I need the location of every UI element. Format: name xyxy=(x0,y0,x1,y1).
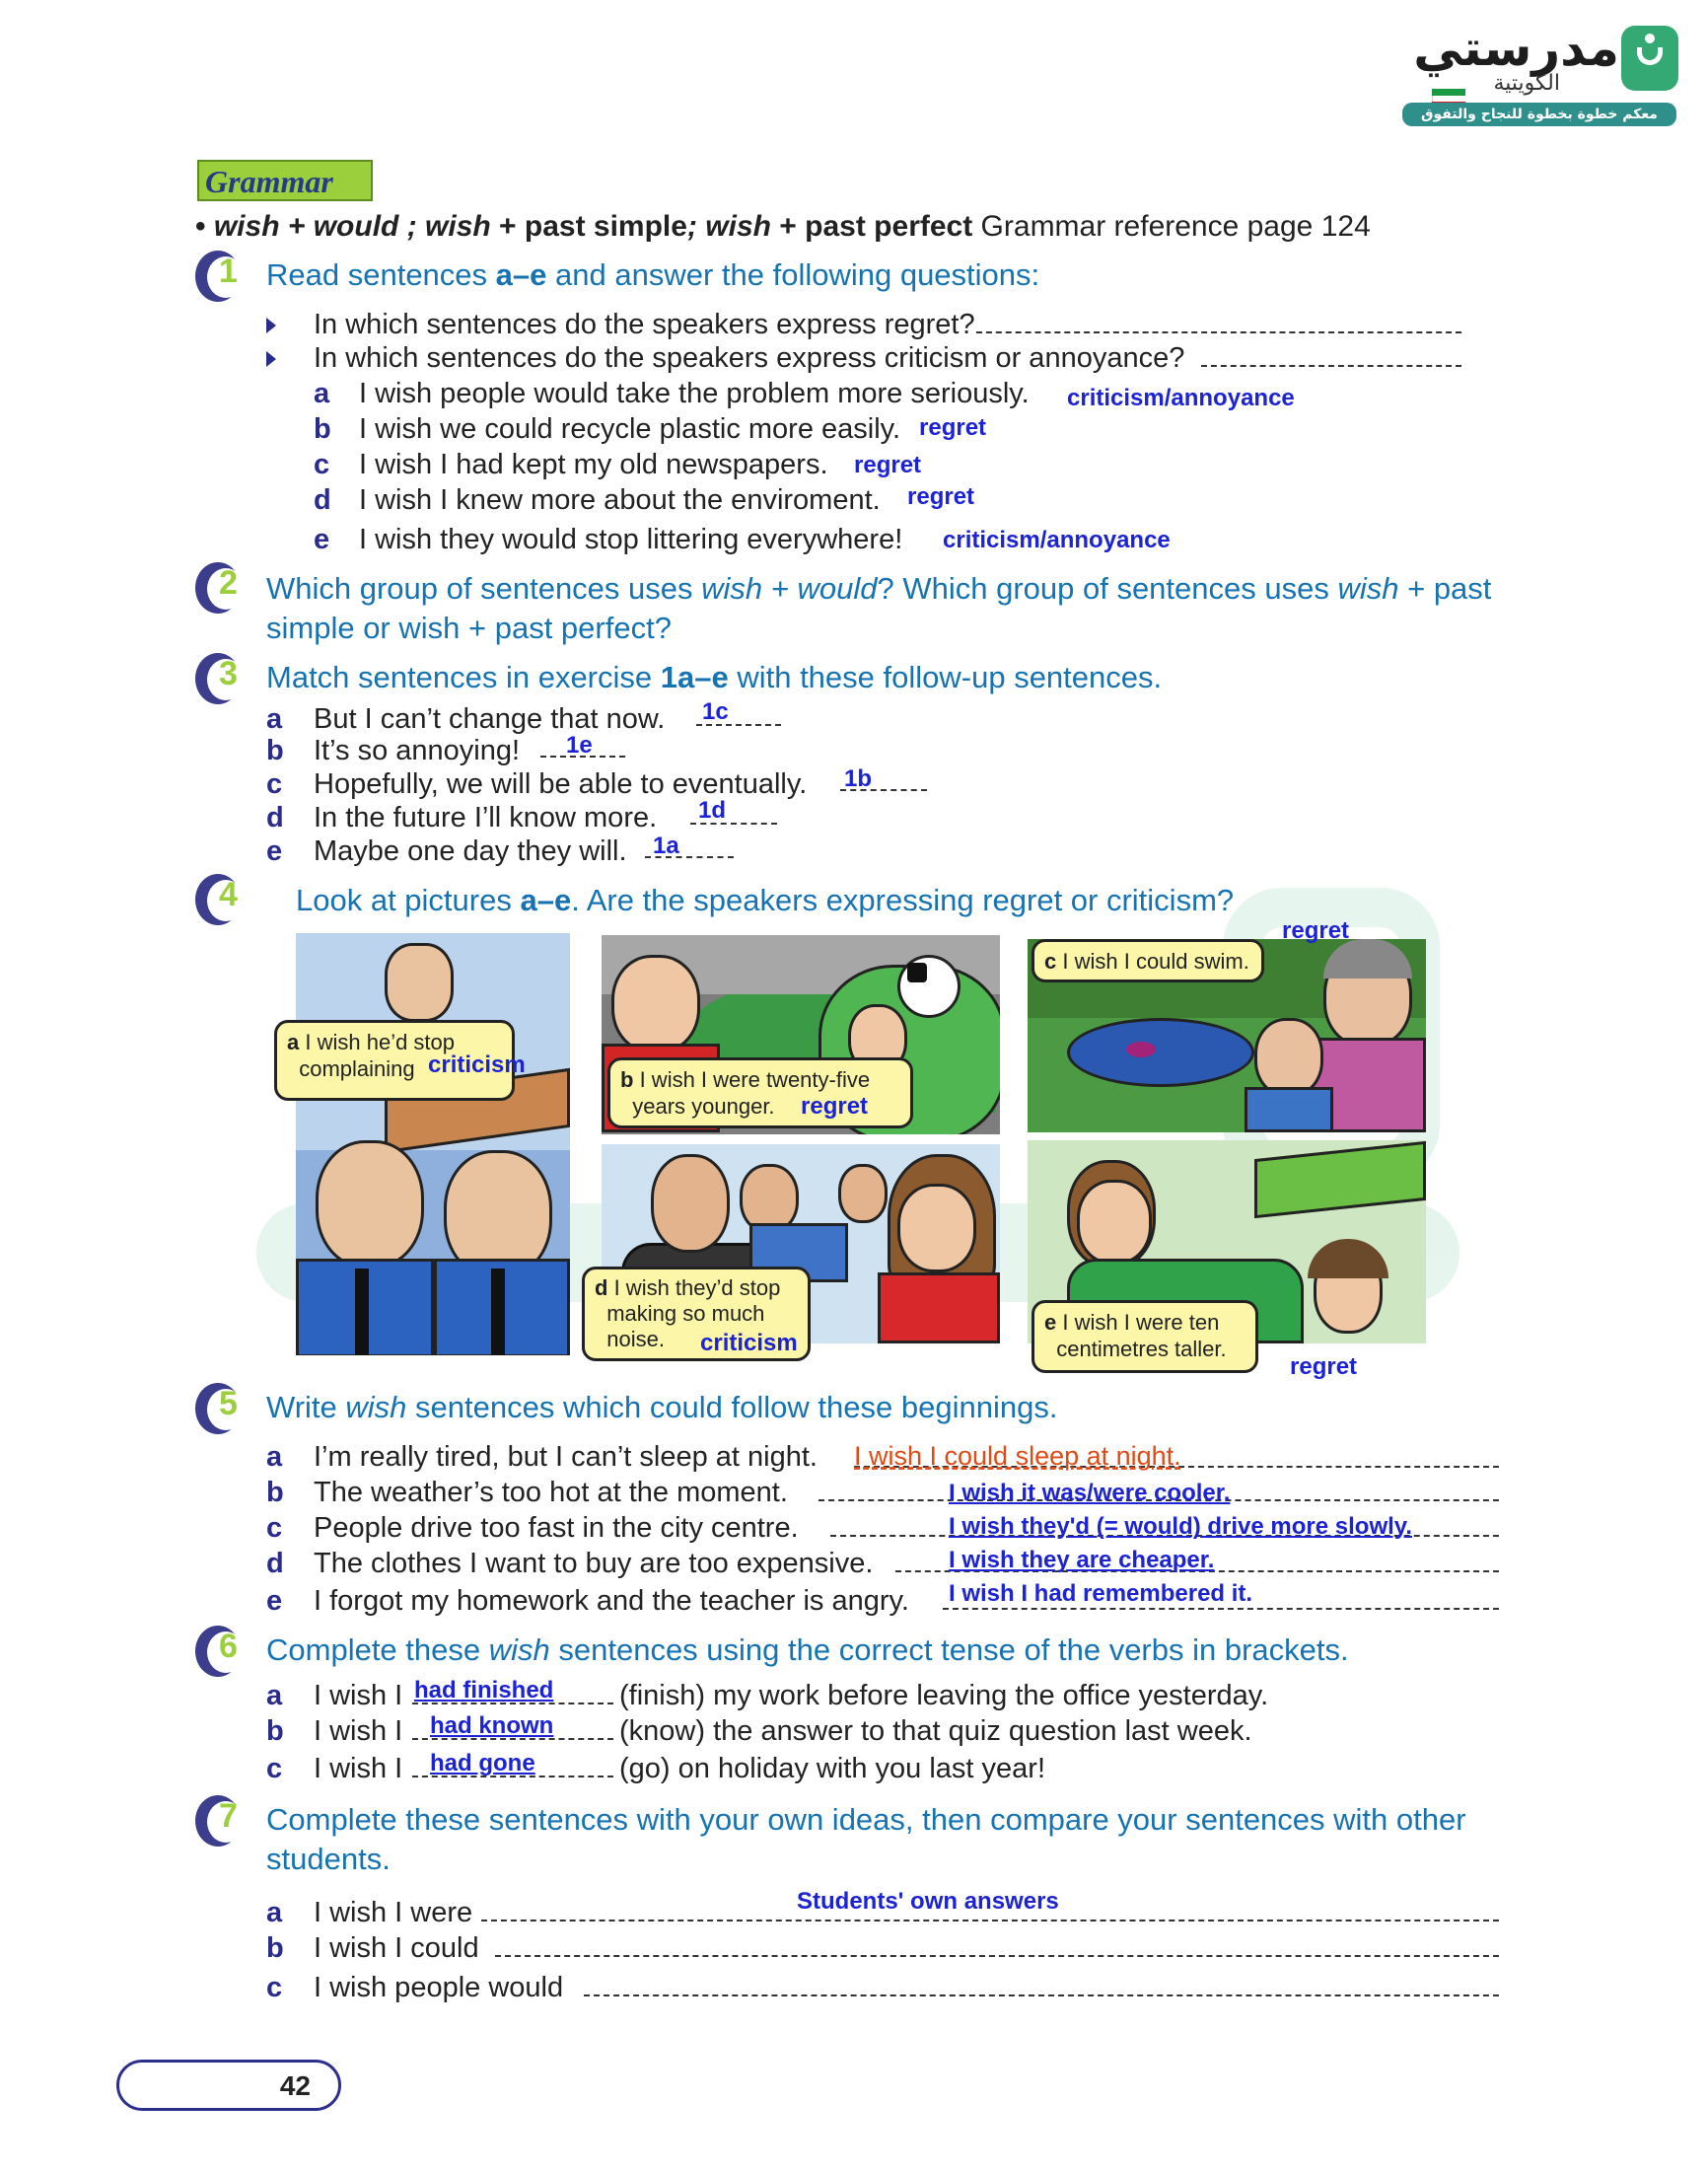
ex2-l1a: Which group of sentences uses xyxy=(266,571,702,606)
bubble-b-line2: years younger. xyxy=(632,1094,775,1119)
answer-line[interactable] xyxy=(481,1920,1499,1921)
item-letter: b xyxy=(266,1477,284,1508)
ex4-instr-suffix: . Are the speakers expressing regret or criticism? xyxy=(571,883,1235,917)
ex3-item-c: Hopefully, we will be able to eventually. xyxy=(314,768,808,800)
exercise-number: 1 xyxy=(219,253,238,290)
exercise-number: 2 xyxy=(219,564,238,602)
item-letter: a xyxy=(266,1897,283,1928)
bubble-e-line2: centimetres taller. xyxy=(1056,1337,1227,1361)
ex3-instr-suffix: with these follow-up sentences. xyxy=(728,660,1163,694)
ex1-item-e: I wish they would stop littering everywhere! xyxy=(359,524,903,555)
bubble-c-line1: I wish I could swim. xyxy=(1062,949,1249,974)
ex5-instr-a: Write xyxy=(266,1390,346,1424)
item-letter: c xyxy=(266,768,283,800)
ex6-instr-b: wish xyxy=(488,1632,550,1667)
answer-line[interactable] xyxy=(1201,365,1461,367)
exercise-number-badge xyxy=(193,558,243,616)
ex6-item-b-suffix: (know) the answer to that quiz question last week. xyxy=(619,1715,1252,1747)
exercise-4-instruction xyxy=(296,882,1234,919)
ex5-instr-b: wish xyxy=(345,1390,407,1424)
ex3-item-d: In the future I’ll know more. xyxy=(314,802,658,834)
ex4-instr-bold: a–e xyxy=(520,883,572,917)
picture-a xyxy=(296,933,570,1355)
bullet-icon xyxy=(266,318,276,333)
exercise-number: 3 xyxy=(219,655,238,692)
bubble-letter: d xyxy=(595,1275,608,1300)
bubble-b-line1: I wish I were twenty-five xyxy=(639,1067,871,1092)
ex3-item-e: Maybe one day they will. xyxy=(314,835,627,867)
exercise-number: 5 xyxy=(219,1385,238,1422)
ex5-answer-c[interactable]: I wish they'd (= would) drive more slowly. xyxy=(949,1513,1413,1540)
ex3-answer-c[interactable]: 1b xyxy=(844,765,873,792)
exercise-5-instruction xyxy=(266,1389,1057,1426)
grammar-label: Grammar xyxy=(205,164,333,199)
grammar-label-box xyxy=(197,160,373,201)
exercise-2-instruction-line1 xyxy=(266,570,1491,608)
ex5-item-a: I’m really tired, but I can’t sleep at night. xyxy=(314,1441,818,1473)
item-letter: d xyxy=(266,802,284,834)
exercise-6-instruction xyxy=(266,1631,1349,1669)
grammar-part4: + past perfect xyxy=(770,210,973,243)
ex5-answer-b[interactable]: I wish it was/were cooler. xyxy=(949,1480,1231,1506)
answer-line[interactable] xyxy=(495,1955,1499,1957)
exercise-number-badge xyxy=(193,1379,243,1436)
exercise-7-instruction-line1: Complete these sentences with your own ideas, then compare your sentences with other xyxy=(266,1802,1466,1837)
ex7-answer[interactable]: Students' own answers xyxy=(797,1888,1059,1915)
item-letter: e xyxy=(314,524,330,555)
ex7-item-a: I wish I were xyxy=(314,1897,473,1928)
item-letter: d xyxy=(314,484,331,516)
item-letter: b xyxy=(266,1932,284,1964)
grammar-ref: Grammar reference page 124 xyxy=(972,210,1371,243)
exercise-number-badge xyxy=(193,649,243,706)
grammar-part2: + past simple xyxy=(490,210,687,243)
speech-bubble-e xyxy=(1032,1300,1258,1373)
item-letter: c xyxy=(266,1512,283,1544)
ex5-answer-a[interactable]: I wish I could sleep at night. xyxy=(854,1441,1181,1471)
grammar-part3: ; wish xyxy=(686,210,771,243)
bubble-a-line1: I wish he’d stop xyxy=(305,1030,456,1054)
ex5-answer-d[interactable]: I wish they are cheaper. xyxy=(949,1547,1215,1573)
item-letter: e xyxy=(266,1585,283,1617)
ex3-item-b: It’s so annoying! xyxy=(314,735,521,766)
answer-line[interactable] xyxy=(943,1608,1499,1610)
exercise-2-instruction-line2: simple or wish + past perfect? xyxy=(266,611,672,645)
ex7-item-c: I wish people would xyxy=(314,1972,564,2003)
ex3-answer-e[interactable]: 1a xyxy=(653,833,679,859)
ex1-instr-suffix: and answer the following questions: xyxy=(546,257,1040,292)
ex1-question-1: In which sentences do the speakers express regret? xyxy=(314,309,975,340)
ex5-item-c: People drive too fast in the city centre. xyxy=(314,1512,799,1544)
exercise-number: 7 xyxy=(219,1797,238,1835)
ex1-answer-a[interactable]: criticism/annoyance xyxy=(1067,385,1295,411)
ex4-answer-c[interactable]: regret xyxy=(1282,917,1350,944)
item-letter: b xyxy=(266,735,284,766)
ex3-instr-prefix: Match sentences in exercise xyxy=(266,660,661,694)
ex1-question-2: In which sentences do the speakers express criticism or annoyance? xyxy=(314,342,1185,374)
ex3-answer-d[interactable]: 1d xyxy=(698,797,727,824)
ex2-l1b: wish + would xyxy=(701,571,878,606)
item-letter: b xyxy=(266,1715,284,1747)
ex1-instr-prefix: Read sentences xyxy=(266,257,496,292)
speech-bubble-c xyxy=(1032,939,1264,982)
bubble-d-line3: noise. xyxy=(606,1327,665,1351)
item-letter: a xyxy=(266,703,283,735)
ex1-answer-e[interactable]: criticism/annoyance xyxy=(943,527,1171,553)
site-logo xyxy=(1412,20,1678,128)
ex5-item-d: The clothes I want to buy are too expensive. xyxy=(314,1548,874,1579)
logo-title: مدرستي xyxy=(1413,20,1619,77)
ex1-item-b: I wish we could recycle plastic more easily. xyxy=(359,413,901,445)
ex7-item-b: I wish I could xyxy=(314,1932,479,1964)
bubble-letter: c xyxy=(1044,949,1057,974)
ex5-instr-c: sentences which could follow these beginnings. xyxy=(406,1390,1058,1424)
bubble-letter: a xyxy=(287,1030,300,1054)
logo-mark-icon xyxy=(1621,26,1678,91)
ex4-answer-e[interactable]: regret xyxy=(1290,1353,1358,1380)
ex3-answer-b[interactable]: 1e xyxy=(566,732,593,759)
ex6-instr-c: sentences using the correct tense of the verbs in brackets. xyxy=(549,1632,1349,1667)
bubble-letter: b xyxy=(620,1067,634,1092)
ex5-item-e: I forgot my homework and the teacher is angry. xyxy=(314,1585,909,1617)
ex4-answer-b[interactable]: regret xyxy=(801,1093,869,1120)
item-letter: b xyxy=(314,413,331,445)
bubble-e-line1: I wish I were ten xyxy=(1062,1310,1220,1335)
bubble-d-line1: I wish they’d stop xyxy=(613,1275,781,1300)
item-letter: c xyxy=(266,1753,283,1784)
ex6-item-b-prefix: I wish I xyxy=(314,1715,403,1747)
ex1-item-c: I wish I had kept my old newspapers. xyxy=(359,449,828,480)
ex6-answer-c[interactable]: had gone xyxy=(430,1750,535,1776)
ex1-answer-d[interactable]: regret xyxy=(907,483,975,510)
ex5-item-b: The weather’s too hot at the moment. xyxy=(314,1477,788,1508)
exercise-number-badge xyxy=(193,1791,243,1849)
item-letter: d xyxy=(266,1548,284,1579)
item-letter: e xyxy=(266,835,283,867)
ex6-instr-a: Complete these xyxy=(266,1632,489,1667)
ex5-answer-e[interactable]: I wish I had remembered it. xyxy=(949,1580,1253,1607)
bubble-letter: e xyxy=(1044,1310,1057,1335)
ex3-answer-a[interactable]: 1c xyxy=(702,698,729,725)
ex4-answer-a[interactable]: criticism xyxy=(428,1051,526,1078)
bullet-icon xyxy=(266,351,276,367)
ex2-l1e: + past xyxy=(1398,571,1492,606)
bubble-a-line2: complaining xyxy=(299,1056,415,1081)
grammar-summary-line: • wish + would ; wish + past simple; wish + past perfect Grammar reference page 124 xyxy=(195,210,1371,243)
item-letter: a xyxy=(314,378,330,409)
item-letter: c xyxy=(266,1972,283,2003)
ex2-l1c: ? Which group of sentences uses xyxy=(877,571,1338,606)
answer-line[interactable] xyxy=(976,331,1461,333)
exercise-1-instruction xyxy=(266,256,1039,294)
logo-subtitle: الكويتية xyxy=(1493,71,1560,96)
item-letter: c xyxy=(314,449,330,480)
page-number: 42 xyxy=(279,2070,311,2101)
ex3-item-a: But I can’t change that now. xyxy=(314,703,666,735)
item-letter: a xyxy=(266,1441,283,1473)
ex1-answer-c[interactable]: regret xyxy=(854,452,922,478)
ex6-item-c-suffix: (go) on holiday with you last year! xyxy=(619,1753,1045,1784)
exercise-number: 6 xyxy=(219,1628,238,1665)
ex1-item-a: I wish people would take the problem more seriously. xyxy=(359,378,1030,409)
item-letter: a xyxy=(266,1680,283,1711)
grammar-part1: wish + would ; wish xyxy=(213,210,491,243)
ex6-item-a-prefix: I wish I xyxy=(314,1680,403,1711)
ex1-instr-bold: a–e xyxy=(495,257,547,292)
exercise-number-badge xyxy=(193,1622,243,1679)
bubble-d-line2: making so much xyxy=(606,1301,765,1326)
ex6-item-c-prefix: I wish I xyxy=(314,1753,403,1784)
ex1-answer-b[interactable]: regret xyxy=(919,414,987,441)
ex4-instr-prefix: Look at pictures xyxy=(296,883,521,917)
ex2-l1d: wish xyxy=(1337,571,1399,606)
logo-tagline xyxy=(1402,103,1676,126)
ex6-item-a-suffix: (finish) my work before leaving the office yesterday. xyxy=(619,1680,1269,1711)
ex1-item-d: I wish I knew more about the enviroment. xyxy=(359,484,881,516)
exercise-3-instruction xyxy=(266,659,1162,696)
exercise-number-badge xyxy=(193,247,243,304)
ex4-answer-d[interactable]: criticism xyxy=(700,1330,798,1356)
ex6-answer-a[interactable]: had finished xyxy=(414,1677,554,1704)
ex6-answer-b[interactable]: had known xyxy=(430,1712,554,1739)
answer-line[interactable] xyxy=(584,1994,1499,1996)
exercise-number-badge xyxy=(193,870,243,927)
exercise-number: 4 xyxy=(219,876,238,913)
ex3-instr-bold: 1a–e xyxy=(660,660,729,694)
page-number-box xyxy=(116,2060,341,2111)
exercise-7-instruction-line2: students. xyxy=(266,1842,391,1876)
logo-tagline-text: معكم خطوة بخطوة للنجاح والتفوق xyxy=(1421,107,1658,122)
